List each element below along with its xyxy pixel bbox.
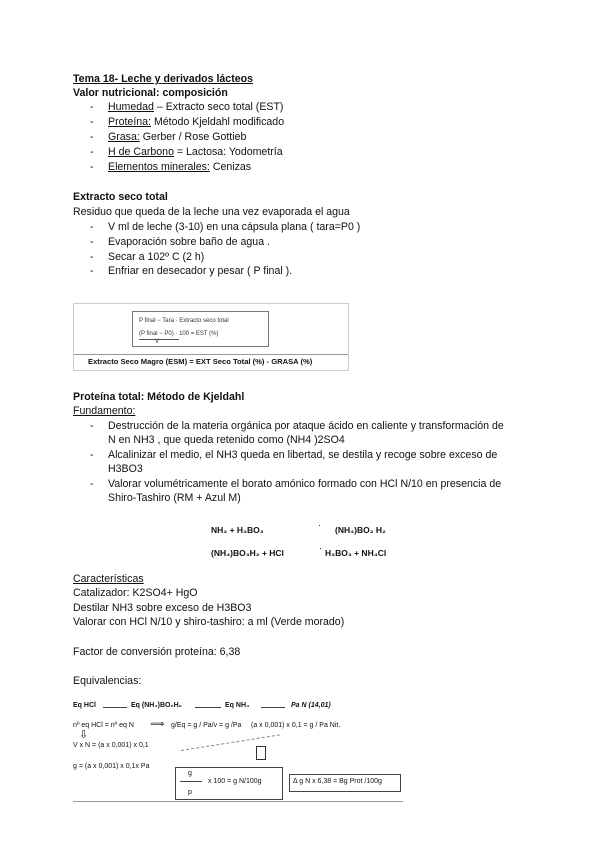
list-item: Secar a 102º C (2 h) (108, 251, 205, 263)
eq-gram: g/Eq = g / Pa/v = g /Pa (171, 722, 242, 729)
fraction-line (180, 781, 202, 782)
connector-line (195, 707, 221, 708)
list-item: Humedad – Extracto seco total (EST) (108, 101, 284, 113)
frac-rest: x 100 = g N/100g (208, 778, 262, 785)
connector-line (261, 707, 285, 708)
grams-formula: g = (a x 0,001) x 0,1x Pa (73, 763, 150, 770)
list-item: Proteína: Método Kjeldahl modificado (108, 116, 285, 128)
equivalencias-label: Equivalencias: (73, 675, 142, 687)
list-item: Enfriar en desecador y pesar ( P final ). (108, 265, 293, 277)
divider (74, 354, 348, 355)
equivalencias-figure (73, 700, 403, 803)
checkbox-icon (256, 746, 266, 760)
connector-line (103, 707, 127, 708)
caracteristica-line: Catalizador: K2SO4+ HgO (73, 587, 198, 599)
fraction-box (175, 767, 283, 800)
arrow-down-icon: ⇩ (79, 729, 89, 741)
reaction-2-right: H₃BO₃ + NH₄Cl (325, 548, 387, 558)
arrow-icon: · (318, 520, 321, 530)
frac-den: p (188, 789, 192, 796)
reaction-1-left: NH₃ + H₃BO₃ (211, 525, 264, 535)
est-formula-figure (73, 303, 349, 371)
pa-n: Pa N (14,01) (291, 702, 331, 709)
page-title: Tema 18- Leche y derivados lácteos (73, 73, 253, 85)
formula-box (132, 311, 269, 347)
dry-extract-heading: Extracto seco total (73, 191, 168, 203)
formula-top: P final − Tara · Extracto seco total (139, 318, 229, 324)
arrow-right-icon: ⟹ (150, 719, 165, 730)
result-box (289, 774, 401, 792)
fundamento-label: Fundamento: (73, 405, 136, 417)
vn-relation: V x N = (a x 0,001) x 0,1 (73, 742, 149, 749)
caracteristicas-label: Características (73, 573, 144, 585)
list-item: Elementos minerales: Cenizas (108, 161, 252, 173)
list-item-cont: Shiro-Tashiro (RM + Azul M) (108, 492, 241, 504)
list-item-cont: H3BO3 (108, 463, 143, 475)
divider (73, 801, 403, 802)
eq-calc: (a x 0,001) x 0,1 = g / Pa Nit. (251, 722, 341, 729)
list-item: Grasa: Gerber / Rose Gottieb (108, 131, 247, 143)
list-item: Alcalinizar el medio, el NH3 queda en libertad, se destila y recoge sobre exceso de (108, 449, 498, 461)
reaction-2-left: (NH₄)BO₃H₂ + HCl (211, 548, 284, 558)
list-item: Valorar volumétricamente el borato amónico formado con HCl N/10 en presencia de (108, 478, 502, 490)
formula-fraction: (P final − P0) · 100 = EST (%) (139, 331, 219, 337)
list-item: V ml de leche (3-10) en una cápsula plana ( tara=P0 ) (108, 221, 361, 233)
dry-extract-intro: Residuo que queda de la leche una vez evaporada el agua (73, 206, 350, 218)
eq-borate: Eq (NH₄)BO₂H₂ (131, 702, 182, 709)
nutritional-heading: Valor nutricional: composición (73, 87, 228, 99)
frac-num: g (188, 770, 192, 777)
reaction-1-right: (NH₄)BO₂ H₂ (335, 525, 386, 535)
protein-heading: Proteína total: Método de Kjeldahl (73, 391, 245, 403)
esm-caption: Extracto Seco Magro (ESM) = EXT Seco Total (%) - GRASA (%) (88, 357, 313, 366)
eq-nh4: Eq NH₄ (225, 702, 250, 709)
caracteristica-line: Valorar con HCl N/10 y shiro-tashiro: a ml (Verde morado) (73, 616, 345, 628)
eq-relation: nº eq HCl = nº eq N (73, 722, 134, 729)
arrow-icon: · (319, 543, 322, 553)
eq-hcl: Eq HCl (73, 702, 96, 709)
list-item: Evaporación sobre baño de agua . (108, 236, 270, 248)
factor-text: Factor de conversión proteína: 6,38 (73, 646, 241, 658)
formula-denominator: V (155, 339, 160, 345)
result-text: Δ g N x 6,38 = Bg Prot /100g (293, 778, 382, 785)
caracteristica-line: Destilar NH3 sobre exceso de H3BO3 (73, 602, 252, 614)
list-item-cont: N en NH3 , que queda retenido como (NH4 )2SO4 (108, 434, 345, 446)
list-item: H de Carbono = Lactosa: Yodometría (108, 146, 283, 158)
list-item: Destrucción de la materia orgánica por ataque ácido en caliente y transformación de (108, 420, 504, 432)
